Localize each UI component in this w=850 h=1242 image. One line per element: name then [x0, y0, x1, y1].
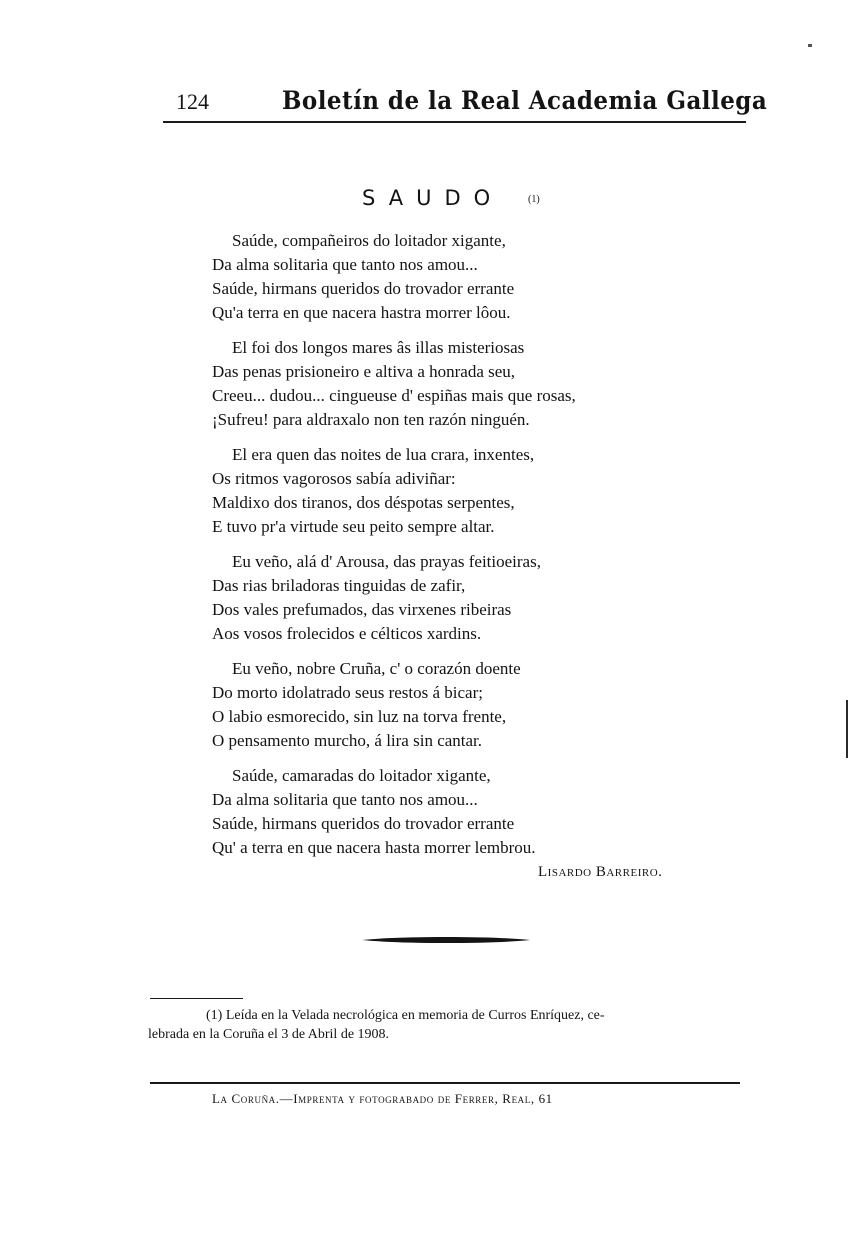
stanza-5 [212, 657, 692, 753]
verse-line: Das penas prisioneiro e altiva a honrada seu, [212, 362, 516, 381]
poem-body [212, 229, 692, 871]
verse-line: Saúde, hirmans queridos do trovador errante [212, 814, 515, 833]
verse-line: Qu'a terra en que nacera hastra morrer lôou. [212, 303, 511, 322]
margin-mark [846, 700, 848, 758]
title-footnote-marker: (1) [528, 194, 540, 205]
verse-line: Da alma solitaria que tanto nos amou... [212, 790, 478, 809]
verse-line: Creeu... dudou... cingueuse d' espiñas mais que rosas, [212, 386, 576, 405]
verse-line: Qu' a terra en que nacera hasta morrer lembrou. [212, 838, 536, 857]
verse-line: Dos vales prefumados, das virxenes ribeiras [212, 600, 512, 619]
verse-line: Os ritmos vagorosos sabía adiviñar: [212, 469, 456, 488]
footnote-line: (1) Leída en la Velada necrológica en memoria de Curros Enríquez, ce- [206, 1008, 605, 1023]
verse-line: Eu veño, alá d' Arousa, das prayas feitioeiras, [232, 552, 541, 571]
verse-line: Eu veño, nobre Cruña, c' o corazón doente [232, 659, 521, 678]
printer-imprint: La Coruña.—Imprenta y fotograbado de Ferrer, Real, 61 [212, 1091, 553, 1106]
verse-line: El era quen das noites de lua crara, inxentes, [232, 445, 535, 464]
footnote [148, 1006, 748, 1044]
imprint-rule [150, 1082, 740, 1084]
stanza-2 [212, 336, 692, 432]
verse-line: Maldixo dos tiranos, dos déspotas serpentes, [212, 493, 515, 512]
verse-line: Saúde, compañeiros do loitador xigante, [232, 231, 506, 250]
verse-line: El foi dos longos mares âs illas misteriosas [232, 338, 525, 357]
ornament-rule [360, 933, 532, 947]
poem-title: SAUDO [362, 186, 504, 210]
verse-line: Aos vosos frolecidos e célticos xardins. [212, 624, 482, 643]
verse-line: O labio esmorecido, sin luz na torva frente, [212, 707, 507, 726]
verse-line: Das rias briladoras tinguidas de zafir, [212, 576, 466, 595]
verse-line: Saúde, hirmans queridos do trovador errante [212, 279, 515, 298]
stanza-6 [212, 764, 692, 860]
running-head: Boletín de la Real Academia Gallega [282, 86, 768, 115]
verse-line: O pensamento murcho, á lira sin cantar. [212, 731, 483, 750]
verse-line: ¡Sufreu! para aldraxalo non ten razón ninguén. [212, 410, 530, 429]
verse-line: Do morto idolatrado seus restos á bicar; [212, 683, 483, 702]
stanza-4 [212, 550, 692, 646]
verse-line: Da alma solitaria que tanto nos amou... [212, 255, 478, 274]
header-rule [163, 121, 746, 123]
poem-author: Lisardo Barreiro. [538, 864, 663, 880]
stanza-1 [212, 229, 692, 325]
margin-mark [808, 44, 812, 47]
footnote-line: lebrada en la Coruña el 3 de Abril de 1908. [148, 1027, 390, 1042]
verse-line: E tuvo pr'a virtude seu peito sempre altar. [212, 517, 495, 536]
page-number: 124 [176, 89, 209, 114]
verse-line: Saúde, camaradas do loitador xigante, [232, 766, 491, 785]
stanza-3 [212, 443, 692, 539]
footnote-rule [150, 998, 243, 999]
